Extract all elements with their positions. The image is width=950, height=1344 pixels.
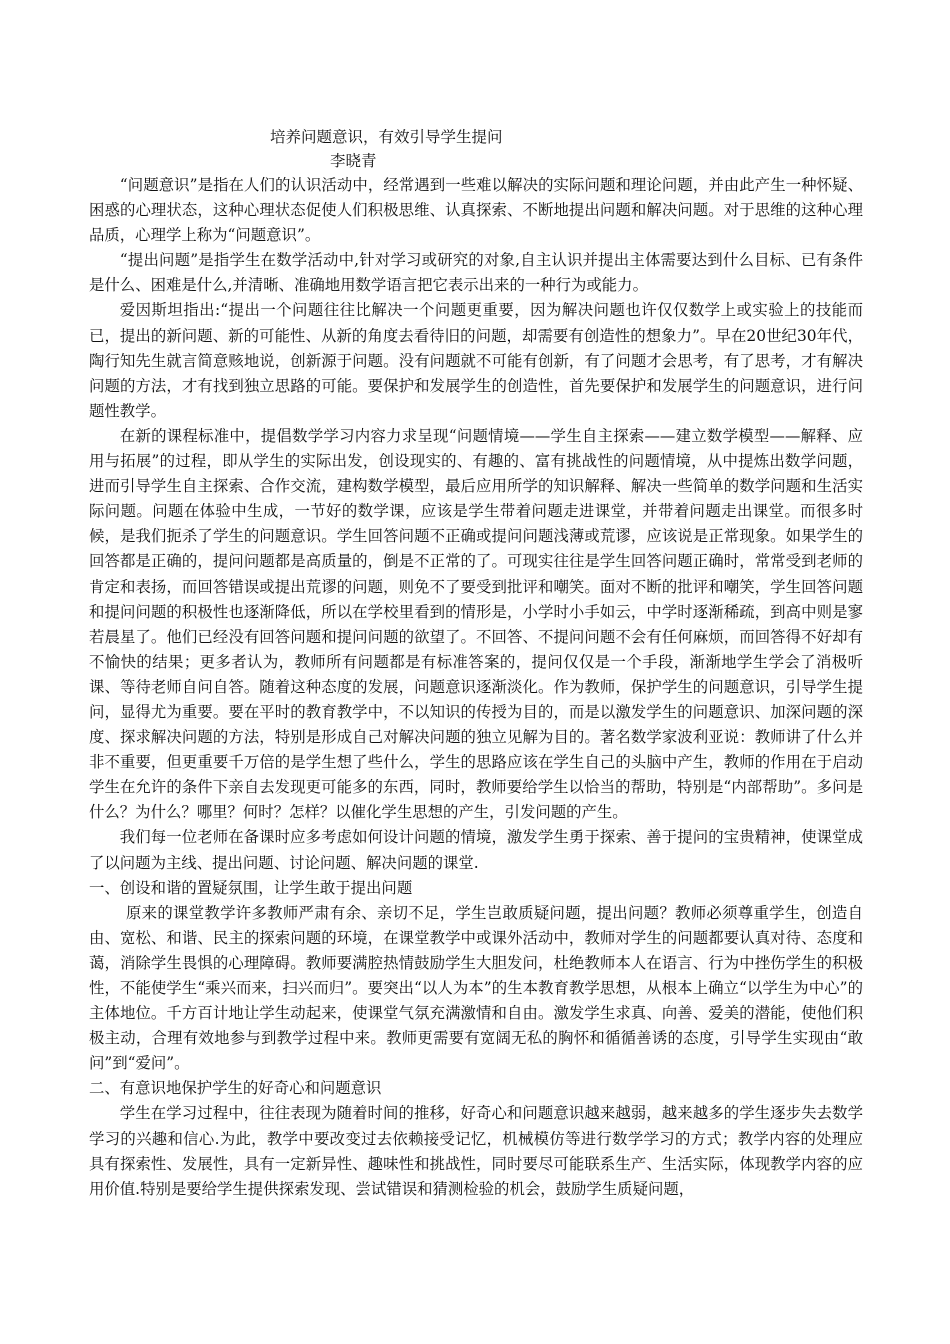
document-title: 培养问题意识，有效引导学生提问 [270,128,503,146]
section-heading-2: 二、有意识地保护学生的好奇心和问题意识 [89,1079,382,1098]
paragraph-lesson-design: 我们每一位老师在备课时应多考虑如何设计问题的情境，激发学生勇于探索、善于提问的宝贵精神，使课堂成了以问题为主线、提出问题、讨论问题、解决问题的课堂. [89,828,863,872]
paragraph-curriculum: 在新的课程标准中，提倡数学学习内容力求呈现“问题情境——学生自主探索——建立数学模型——解释、应用与拓展”的过程，即从学生的实际出发，创设现实的、有趣的、富有挑战性的问题情境，从中提炼出数学问题，进而引导学生自主探索、合作交流，建构数学模型，最后应用所学的知识解释、解决一些简单的数学问题和生活实际问题。问题在体验中生成，一节好的数学课，应该是学生带着问题走进课堂，并带着问题走出课堂。而很多时候，是我们扼杀了学生的问题意识。学生回答问题不正确或提问问题浅薄或荒谬，应该说是正常现象。如果学生的回答都是正确的，提问问题都是高质量的，倒是不正常的了。可现实往往是学生回答问题正确时，常常受到老师的肯定和表扬，而回答错误或提出荒谬的问题，则免不了要受到批评和嘲笑。面对不断的批评和嘲笑，学生回答问题和提问问题的积极性也逐渐降低，所以在学校里看到的情形是，小学时小手如云，中学时逐渐稀疏，到高中则是寥若晨星了。他们已经没有回答问题和提问问题的欲望了。不回答、不提问问题不会有任何麻烦，而回答得不好却有不愉快的结果；更多者认为，教师所有问题都是有标准答案的，提问仅仅是一个手段，渐渐地学生学会了消极听课、等待老师自问自答。随着这种态度的发展，问题意识逐渐淡化。作为教师，保护学生的问题意识，引导学生提问，显得尤为重要。要在平时的教育教学中，不以知识的传授为目的，而是以激发学生的问题意识、加深问题的深度、探求解决问题的方法，特别是形成自己对解决问题的独立见解为目的。著名数学家波利亚说：教师讲了什么并非不重要，但更重要千万倍的是学生想了些什么，学生的思路应该在学生自己的头脑中产生，教师的作用在于启动学生在允许的条件下亲自去发现更可能多的东西，同时，教师要给学生以恰当的帮助，特别是“内部帮助”。多问是什么？为什么？哪里？何时？怎样？以催化学生思想的产生，引发问题的产生。 [89,426,863,822]
section-heading-1: 一、创设和谐的置疑氛围，让学生敢于提出问题 [89,878,413,897]
paragraph-definition: “提出问题”是指学生在数学活动中,针对学习或研究的对象,自主认识并提出主体需要达到什么目标、已有条件是什么、困难是什么,并清晰、准确地用数学语言把它表示出来的一种行为或能力。 [89,251,863,295]
section-text-1: 原来的课堂教学许多教师严肃有余、亲切不足，学生岂敢质疑问题，提出问题？教师必须尊重学生，创造自由、宽松、和谐、民主的探索问题的环境，在课堂教学中或课外活动中，教师对学生的问题都要认真对待、态度和蔼，消除学生畏惧的心理障碍。教师要满腔热情鼓励学生大胆发问，杜绝教师本人在语言、行为中挫伤学生的积极性，不能使学生“乘兴而来，扫兴而归”。要突出“以人为本”的生本教育教学思想，从根本上确立“以学生为中心”的主体地位。千方百计地让学生动起来，使课堂气氛充满激情和自由。激发学生求真、向善、爱美的潜能，使他们积极主动，合理有效地参与到教学过程中来。教师更需要有宽阔无私的胸怀和循循善诱的态度，引导学生实现由“敢问”到“爱问”。 [89,903,863,1073]
paragraph-intro: “问题意识”是指在人们的认识活动中，经常遇到一些难以解决的实际问题和理论问题，并由此产生一种怀疑、困惑的心理状态，这种心理状态促使人们积极思维、认真探索、不断地提出问题和解决问题。对于思维的这种心理品质，心理学上称为“问题意识”。 [89,176,863,245]
document-body [89,173,863,1202]
section-text-2: 学生在学习过程中，往往表现为随着时间的推移，好奇心和问题意识越来越弱，越来越多的学生逐步失去数学学习的兴趣和信心.为此，教学中要改变过去依赖接受记忆，机械模仿等进行数学学习的方式；教学内容的处理应具有探索性、发展性，具有一定新异性、趣味性和挑战性，同时要尽可能联系生产、生活实际，体现教学内容的应用价值.特别是要给学生提供探索发现、尝试错误和猜测检验的机会，鼓励学生质疑问题， [89,1104,863,1198]
document-author: 李晓青 [330,152,377,170]
paragraph-einstein-quote: 爱因斯坦指出:“提出一个问题往往比解决一个问题更重要，因为解决问题也许仅仅数学上或实验上的技能而已，提出的新问题、新的可能性、从新的角度去看待旧的问题，却需要有创造性的想象力”。早在20世纪30年代，陶行知先生就言简意赅地说，创新源于问题。没有问题就不可能有创新，有了问题才会思考，有了思考，才有解决问题的方法，才有找到独立思路的可能。要保护和发展学生的创造性，首先要保护和发展学生的问题意识，进行问题性教学。 [89,301,863,420]
